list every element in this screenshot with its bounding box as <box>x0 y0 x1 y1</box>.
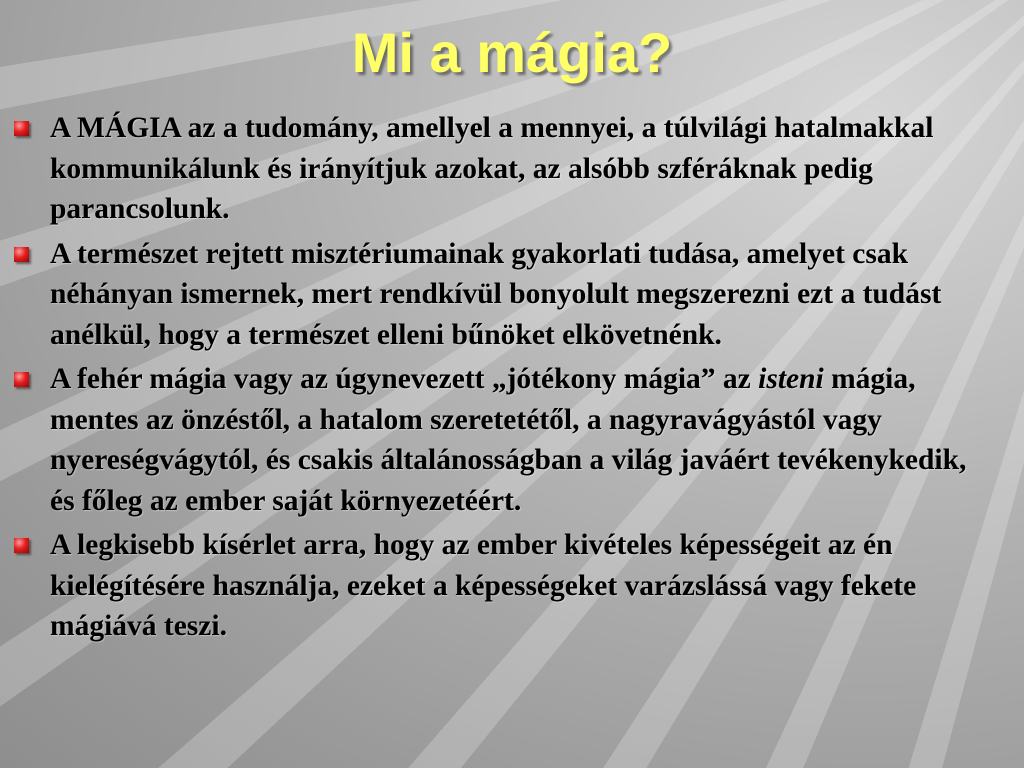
red-square-bullet-icon <box>14 538 29 553</box>
bullet-text: A MÁGIA az a tudomány, amellyel a mennyei, a túlvilági hatalmakkal kommunikálunk és irányítjuk azokat, az alsóbb szféráknak pedig parancsolunk. <box>50 112 934 225</box>
bullet-text-part2: mágia, mentes az önzéstől, a hatalom szeretetétől, a nagyravágyástól vagy nyereségvágytól, és csakis általánosságban a világ javáért tevékenykedik, és főleg az ember saját környezetéért. <box>50 363 967 517</box>
bullet-text: A legkisebb kísérlet arra, hogy az ember kivételes képességeit az én kielégítésére használja, ezeket a képességeket varázslássá vagy fekete mágiává teszi. <box>50 529 917 642</box>
red-square-bullet-icon <box>14 372 29 387</box>
bullet-text: A természet rejtett misztériumainak gyakorlati tudása, amelyet csak néhányan ismernek, mert rendkívül bonyolult megszerezni ezt a tudást anélkül, hogy a természet elleni bűnöket elkövetnénk. <box>50 237 942 351</box>
red-square-bullet-icon <box>14 121 29 136</box>
bullet-text-part1: A fehér mágia vagy az úgynevezett „jótékony mágia” az <box>50 363 759 395</box>
bullet-list <box>0 108 1024 651</box>
bullet-item-1 <box>0 108 1024 230</box>
red-square-bullet-icon <box>14 247 29 262</box>
slide-title: Mi a mágia? <box>351 21 673 84</box>
bullet-item-4 <box>0 525 1024 647</box>
bullet-text-italic: isteni <box>758 363 824 395</box>
bullet-item-3 <box>0 359 1024 521</box>
bullet-item-2 <box>0 234 1024 356</box>
